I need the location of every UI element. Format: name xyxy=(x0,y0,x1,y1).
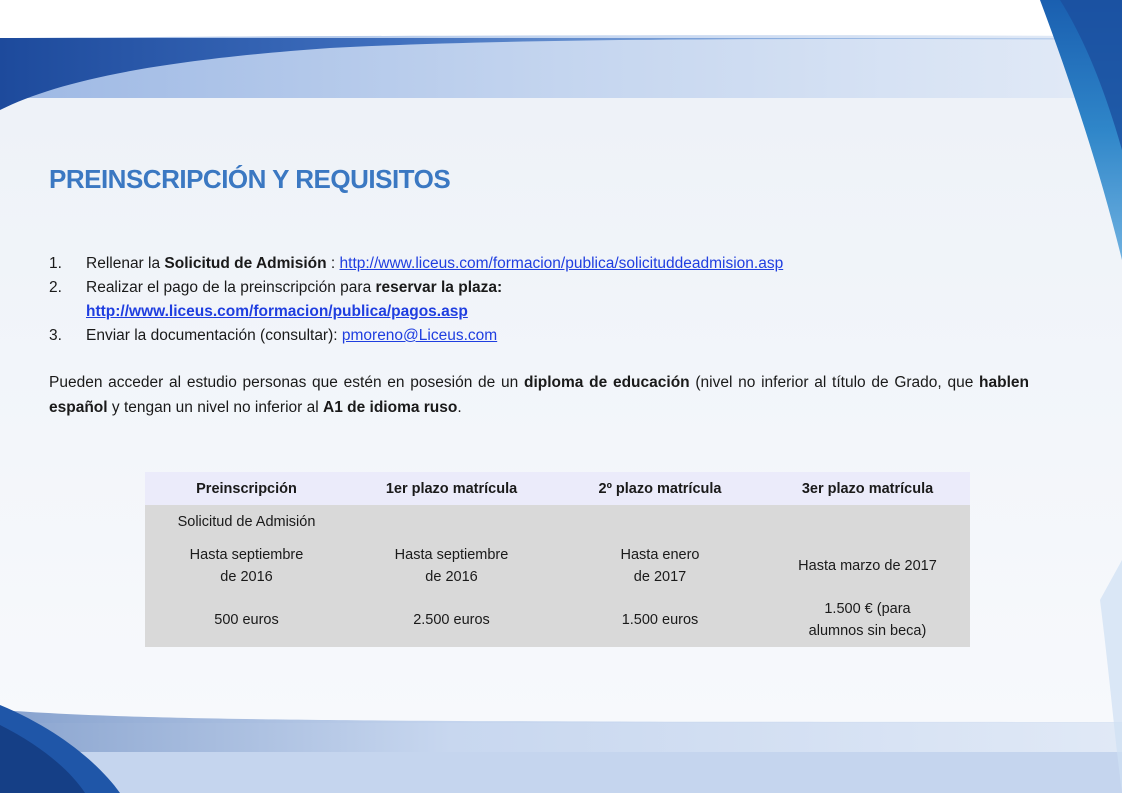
column-header: 1er plazo matrícula xyxy=(348,472,555,505)
step-item-1 xyxy=(49,252,1029,276)
table-cell xyxy=(348,593,555,647)
para-text: . xyxy=(457,399,462,416)
column-header: Preinscripción xyxy=(145,472,348,505)
steps-list xyxy=(49,252,1029,348)
table-cell xyxy=(145,593,348,647)
table-cell xyxy=(555,539,765,593)
cell-line: 500 euros xyxy=(214,612,279,628)
cell-line: de 2016 xyxy=(425,569,478,585)
table-cell xyxy=(765,505,970,539)
step-bold: Solicitud de Admisión xyxy=(164,255,327,272)
table-row xyxy=(145,505,970,539)
para-bold-spanish: hablen español xyxy=(49,374,1029,416)
table-header-row xyxy=(145,472,970,505)
cell-line: Hasta septiembre xyxy=(189,547,304,563)
para-text: Pueden acceder al estudio personas que estén en posesión de un xyxy=(49,374,524,391)
cell-line: alumnos sin beca) xyxy=(808,623,927,639)
cell-line: de 2016 xyxy=(220,569,273,585)
table-cell xyxy=(348,539,555,593)
table-cell: Solicitud de Admisión xyxy=(145,505,348,539)
para-bold-russian: A1 de idioma ruso xyxy=(323,399,458,416)
payment-link[interactable]: http://www.liceus.com/formacion/publica/pagos.asp xyxy=(86,303,468,320)
step-number: 3. xyxy=(49,327,62,344)
step-bold: reservar la plaza: xyxy=(375,279,503,296)
table-cell xyxy=(765,539,970,593)
column-header: 2º plazo matrícula xyxy=(555,472,765,505)
admission-form-link[interactable]: http://www.liceus.com/formacion/publica/solicituddeadmision.asp xyxy=(339,255,784,272)
step-text: Rellenar la xyxy=(86,255,165,272)
step-item-2 xyxy=(49,276,1029,324)
page-title: PREINSCRIPCIÓN Y REQUISITOS xyxy=(49,164,451,194)
cell-line: 2.500 euros xyxy=(413,612,490,628)
requirements-paragraph xyxy=(49,370,1029,420)
para-bold-diploma: diploma de educación xyxy=(524,374,690,391)
fees-table xyxy=(145,472,970,647)
para-text: y tengan un nivel no inferior al xyxy=(107,399,323,416)
step-text-separator: : xyxy=(326,255,340,272)
table-cell xyxy=(555,593,765,647)
table-row xyxy=(145,593,970,647)
cell-line: Hasta marzo de 2017 xyxy=(798,558,937,574)
cell-line: 1.500 € (para xyxy=(824,601,911,617)
step-number: 2. xyxy=(49,279,62,296)
cell-line: Hasta septiembre xyxy=(394,547,509,563)
step-text: Realizar el pago de la preinscripción para xyxy=(86,279,376,296)
step-number: 1. xyxy=(49,255,62,272)
table-cell xyxy=(145,539,348,593)
step-item-3 xyxy=(49,324,1029,348)
table-cell xyxy=(348,505,555,539)
cell-line: 1.500 euros xyxy=(621,612,699,628)
contact-email-link[interactable]: pmoreno@Liceus.com xyxy=(341,327,498,344)
cell-line: de 2017 xyxy=(633,569,687,585)
table-row xyxy=(145,539,970,593)
para-text: (nivel no inferior al título de Grado, que xyxy=(689,374,980,391)
step-text: Enviar la documentación (consultar): xyxy=(86,327,342,344)
cell-line: Hasta enero xyxy=(620,547,700,563)
table-cell xyxy=(765,593,970,647)
column-header: 3er plazo matrícula xyxy=(765,472,970,505)
table-cell xyxy=(555,505,765,539)
